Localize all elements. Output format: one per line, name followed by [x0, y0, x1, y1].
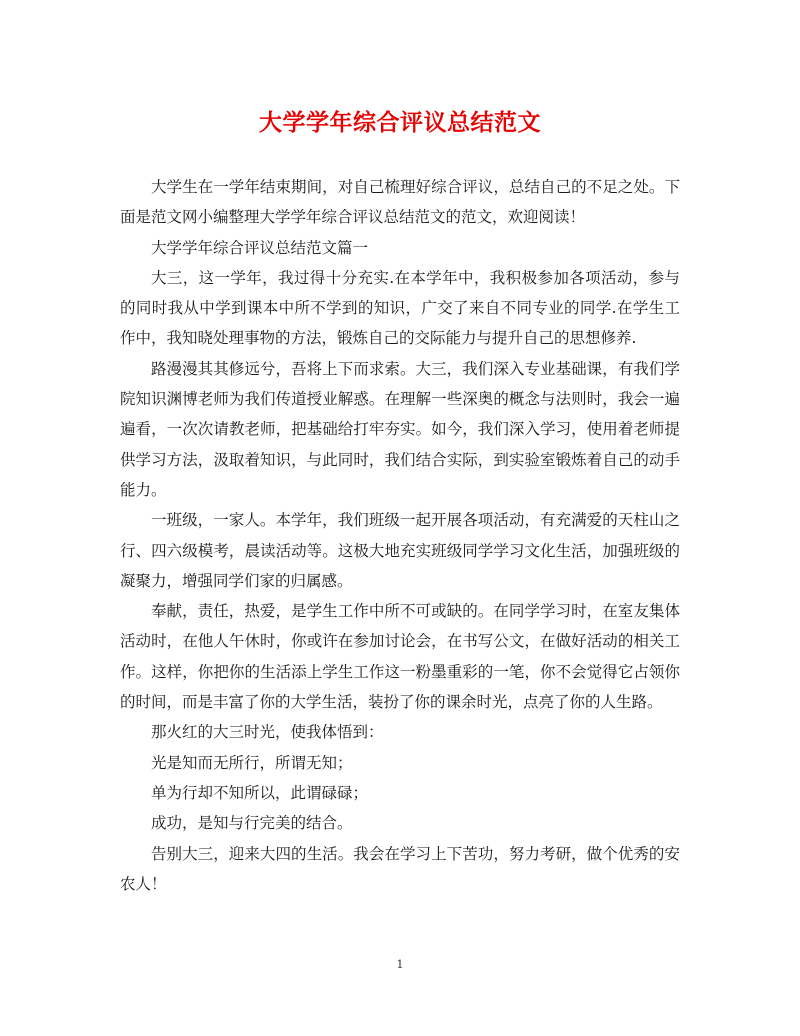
document-body — [120, 172, 680, 899]
paragraph-4: 奉献，责任，热爱，是学生工作中所不可或缺的。在同学学习时，在室友集体活动时，在他人午休时，你或许在参加讨论会，在书写公文，在做好活动的相关工作。这样，你把你的生活添上学生工作这一粉墨重彩的一笔，你不会觉得它占领你的时间，而是丰富了你的大学生活，装扮了你的课余时光，点亮了你的人生路。 — [120, 602, 680, 712]
paragraph-intro: 大学生在一学年结束期间，对自己梳理好综合评议，总结自己的不足之处。下面是范文网小编整理大学学年综合评议总结范文的范文，欢迎阅读！ — [120, 178, 680, 227]
paragraph-5: 那火红的大三时光，使我体悟到： — [151, 723, 384, 742]
section-heading: 大学学年综合评议总结范文篇一 — [151, 238, 369, 257]
paragraph-3: 一班级，一家人。本学年，我们班级一起开展各项活动，有充满爱的天柱山之行、四六级模考，晨读活动等。这极大地充实班级同学学习文化生活，加强班级的凝聚力，增强同学们家的归属感。 — [120, 511, 680, 590]
paragraph-1: 大三，这一学年，我过得十分充实.在本学年中，我积极参加各项活动，参与的同时我从中学到课本中所不学到的知识，广交了来自不同专业的同学.在学生工作中，我知晓处理事物的方法，锻炼自己的交际能力与提升自己的思想修养. — [120, 268, 680, 348]
page-number: 1 — [396, 958, 404, 971]
paragraph-6: 光是知而无所行，所谓无知； — [151, 753, 353, 772]
paragraph-9: 告别大三，迎来大四的生活。我会在学习上下苦功，努力考研，做个优秀的安农人！ — [120, 844, 680, 893]
paragraph-7: 单为行却不知所以，此谓碌碌； — [151, 783, 369, 802]
paragraph-2: 路漫漫其其修远兮，吾将上下而求索。大三，我们深入专业基础课，有我们学院知识渊博老师为我们传道授业解惑。在理解一些深奥的概念与法则时，我会一遍遍看，一次次请教老师，把基础给打牢夯实。如今，我们深入学习，使用着老师提供学习方法，汲取着知识，与此同时，我们结合实际，到实验室锻炼着自己的动手能力。 — [120, 359, 680, 499]
document-title: 大学学年综合评议总结范文 — [259, 110, 541, 136]
paragraph-8: 成功，是知与行完美的结合。 — [151, 814, 353, 833]
